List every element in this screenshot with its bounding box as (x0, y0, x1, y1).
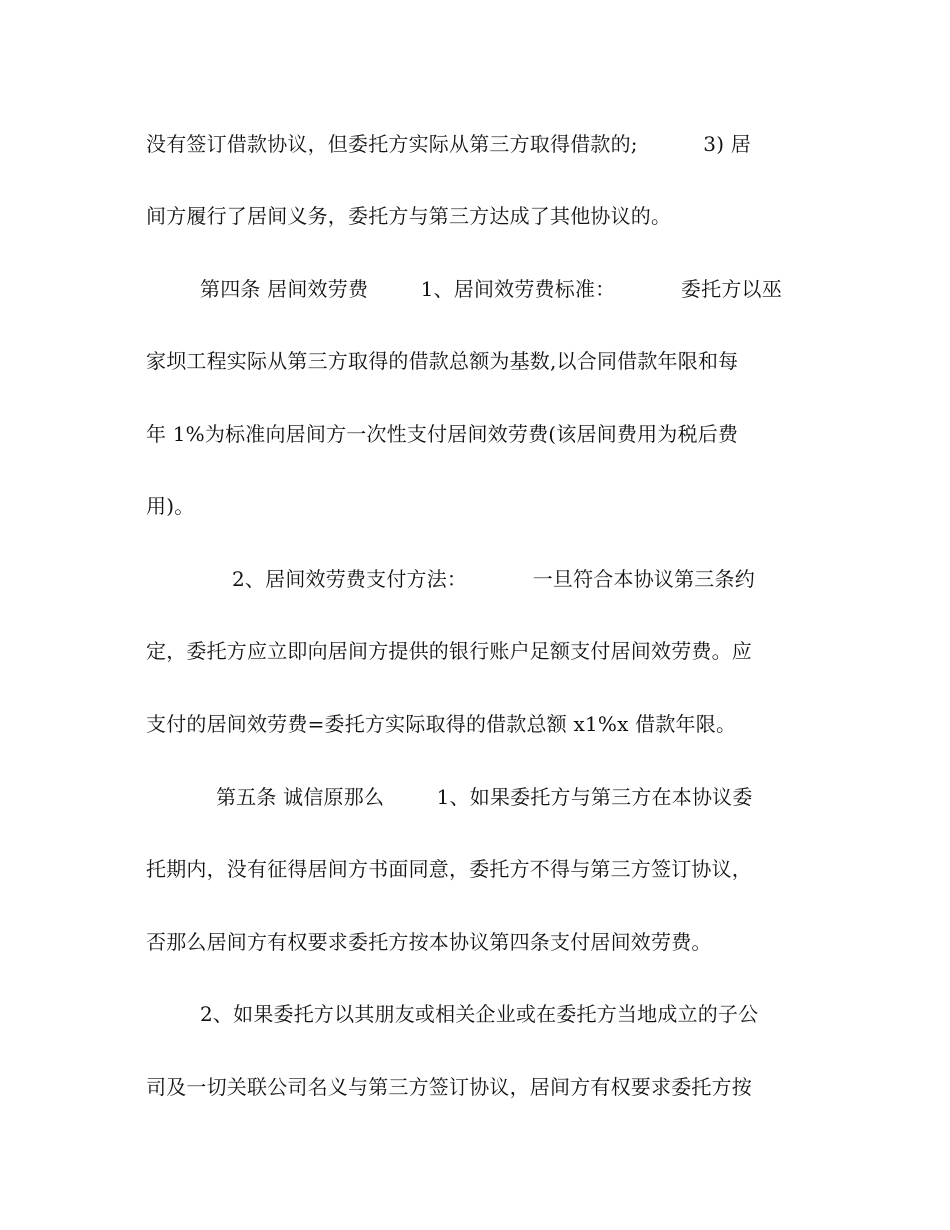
text-line-3: 第四条 居间效劳费 1、居间效劳费标准： 委托方以巫 (200, 277, 782, 301)
text-line-12: 否那么居间方有权要求委托方按本协议第四条支付居间效劳费。 (146, 930, 712, 954)
text-line-14: 司及一切关联公司名义与第三方签订协议，居间方有权要求委托方按 (146, 1075, 752, 1099)
text-line-4: 家坝工程实际从第三方取得的借款总额为基数,以合同借款年限和每 (146, 349, 739, 373)
text-line-5: 年 1%为标准向居间方一次性支付居间效劳费(该居间费用为税后费 (146, 422, 739, 446)
text-line-6: 用)。 (146, 494, 195, 518)
text-line-9: 支付的居间效劳费=委托方实际取得的借款总额 x1%x 借款年限。 (146, 712, 737, 736)
text-line-2: 间方履行了居间义务，委托方与第三方达成了其他协议的。 (146, 204, 672, 228)
text-line-7: 2、居间效劳费支付方法： 一旦符合本协议第三条约 (232, 567, 755, 591)
text-line-11: 托期内，没有征得居间方书面同意，委托方不得与第三方签订协议， (146, 857, 752, 881)
text-line-8: 定，委托方应立即向居间方提供的银行账户足额支付居间效劳费。应 (146, 639, 752, 663)
text-line-13: 2、如果委托方以其朋友或相关企业或在委托方当地成立的子公 (200, 1002, 759, 1026)
text-line-1: 没有签订借款协议，但委托方实际从第三方取得借款的; 3) 居 (146, 132, 751, 156)
text-line-10: 第五条 诚信原那么 1、如果委托方与第三方在本协议委 (216, 785, 753, 809)
